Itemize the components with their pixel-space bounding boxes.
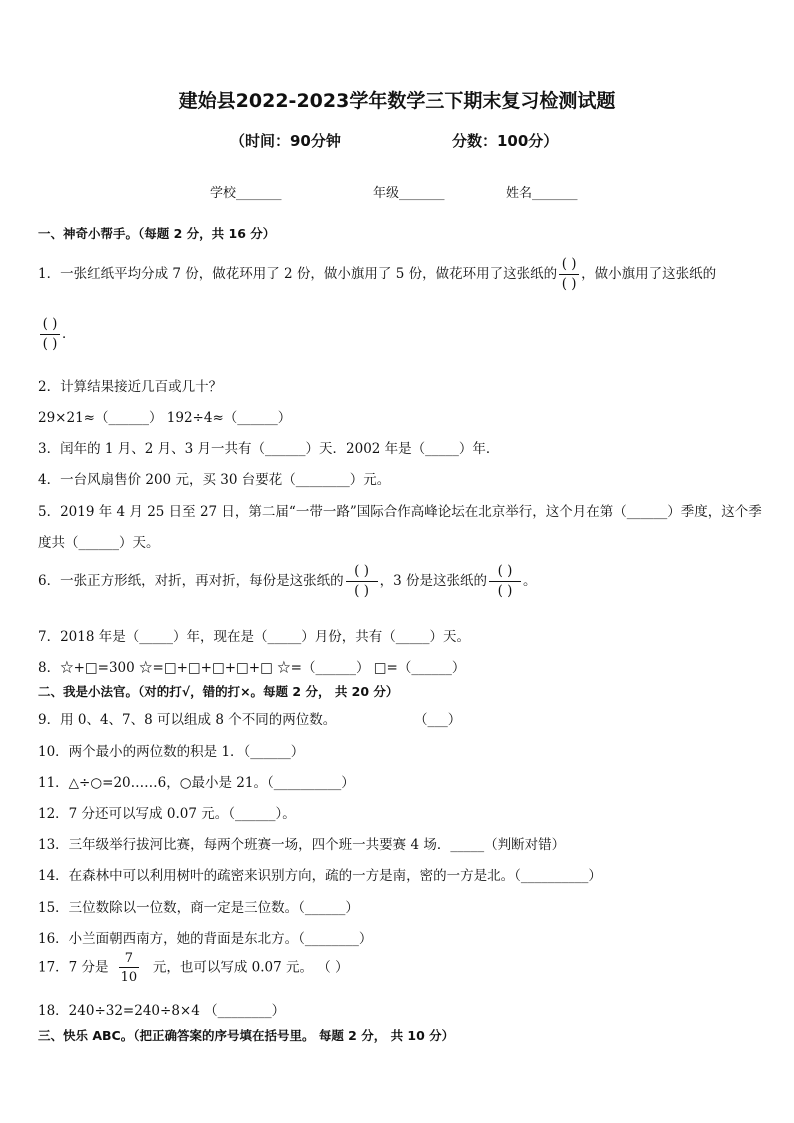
section-1-heading: 一、神奇小帮手。（每题 2 分，共 16 分） <box>38 226 276 241</box>
question-5-cont: 度共（______）天。 <box>38 535 160 551</box>
question-3: 3．闰年的 1 月、2 月、3 月一共有（______）天．2002 年是（_____）年． <box>38 441 500 457</box>
exam-time: （时间：90分钟 <box>230 132 341 150</box>
question-6-text-c: 。 <box>522 573 537 589</box>
question-6 <box>38 565 536 598</box>
question-17-text-b: 元，也可以写成 0.07 元。 （ ） <box>152 959 349 976</box>
fraction-blank[interactable]: $\frac{( )}{( )}$ <box>489 565 521 598</box>
section-3-heading: 三、快乐 ABC。（把正确答案的序号填在括号里。 每题 2 分， 共 10 分） <box>38 1028 455 1043</box>
name-field[interactable]: 姓名_______ <box>506 186 578 201</box>
section-2-heading: 二、我是小法官。（对的打√，错的打×。每题 2 分， 共 20 分） <box>38 684 399 699</box>
question-12: 12．7 分还可以写成 0.07 元。（______）。 <box>38 806 296 822</box>
question-16: 16．小兰面朝西南方，她的背面是东北方。（________） <box>38 931 373 947</box>
fraction-blank[interactable]: $\frac{( )}{( )}$ <box>40 318 60 351</box>
question-11: 11．△÷○=20……6，○最小是 21。（__________） <box>38 775 355 791</box>
exam-score: 分数：100分） <box>452 132 559 150</box>
question-4: 4．一台风扇售价 200 元，买 30 台要花（________）元。 <box>38 472 391 488</box>
question-2: 2．计算结果接近几百或几十？ <box>38 379 223 395</box>
question-18: 18．240÷32=240÷8×4 （________） <box>38 1003 286 1019</box>
question-10: 10．两个最小的两位数的积是 1．（______） <box>38 744 305 760</box>
question-15: 15．三位数除以一位数，商一定是三位数。（______） <box>38 900 359 916</box>
fraction-7-10: $\frac{7}{10}$ <box>120 951 138 985</box>
fraction-blank[interactable]: $\frac{( )}{( )}$ <box>559 258 579 291</box>
fraction-blank[interactable]: $\frac{( )}{( )}$ <box>346 565 378 598</box>
question-1-text-b: ，做小旗用了这张纸的 <box>581 266 717 282</box>
question-17-text-a: 17．7 分是 <box>38 959 109 976</box>
question-1-cont <box>38 318 76 351</box>
page-title: 建始县2022-2023学年数学三下期末复习检测试题 <box>178 90 616 112</box>
question-2-items: 29×21≈（______） 192÷4≈（______） <box>38 410 292 426</box>
question-7: 7．2018 年是（_____）年，现在是（_____）月份，共有（_____）天。 <box>38 629 470 645</box>
question-9-answer[interactable]: （___） <box>414 712 462 728</box>
question-9: 9．用 0、4、7、8 可以组成 8 个不同的两位数。 <box>38 712 337 728</box>
question-6-text-a: 6．一张正方形纸，对折，再对折，每份是这张纸的 <box>38 573 344 589</box>
school-field[interactable]: 学校_______ <box>210 186 282 201</box>
question-5: 5．2019 年 4 月 25 日至 27 日，第二届“一带一路”国际合作高峰论坛在北京举行，这个月在第（______）季度，这个季 <box>38 504 762 520</box>
question-6-text-b: ，3 份是这张纸的 <box>379 573 487 589</box>
question-8: 8．☆+□=300 ☆=□+□+□+□+□ ☆=（______） □=（______） <box>38 660 466 676</box>
question-1-text-a: 1．一张红纸平均分成 7 份，做花环用了 2 份，做小旗用了 5 份，做花环用了这张纸的 <box>38 266 558 282</box>
question-14: 14．在森林中可以利用树叶的疏密来识别方向，疏的一方是南，密的一方是北。（__________） <box>38 868 602 884</box>
question-13: 13．三年级举行拔河比赛，每两个班赛一场，四个班一共要赛 4 场．_____（判断对错） <box>38 837 566 853</box>
question-1-text-c: ． <box>62 326 76 342</box>
grade-field[interactable]: 年级_______ <box>373 186 445 201</box>
question-1 <box>38 258 716 291</box>
question-17 <box>38 952 349 984</box>
